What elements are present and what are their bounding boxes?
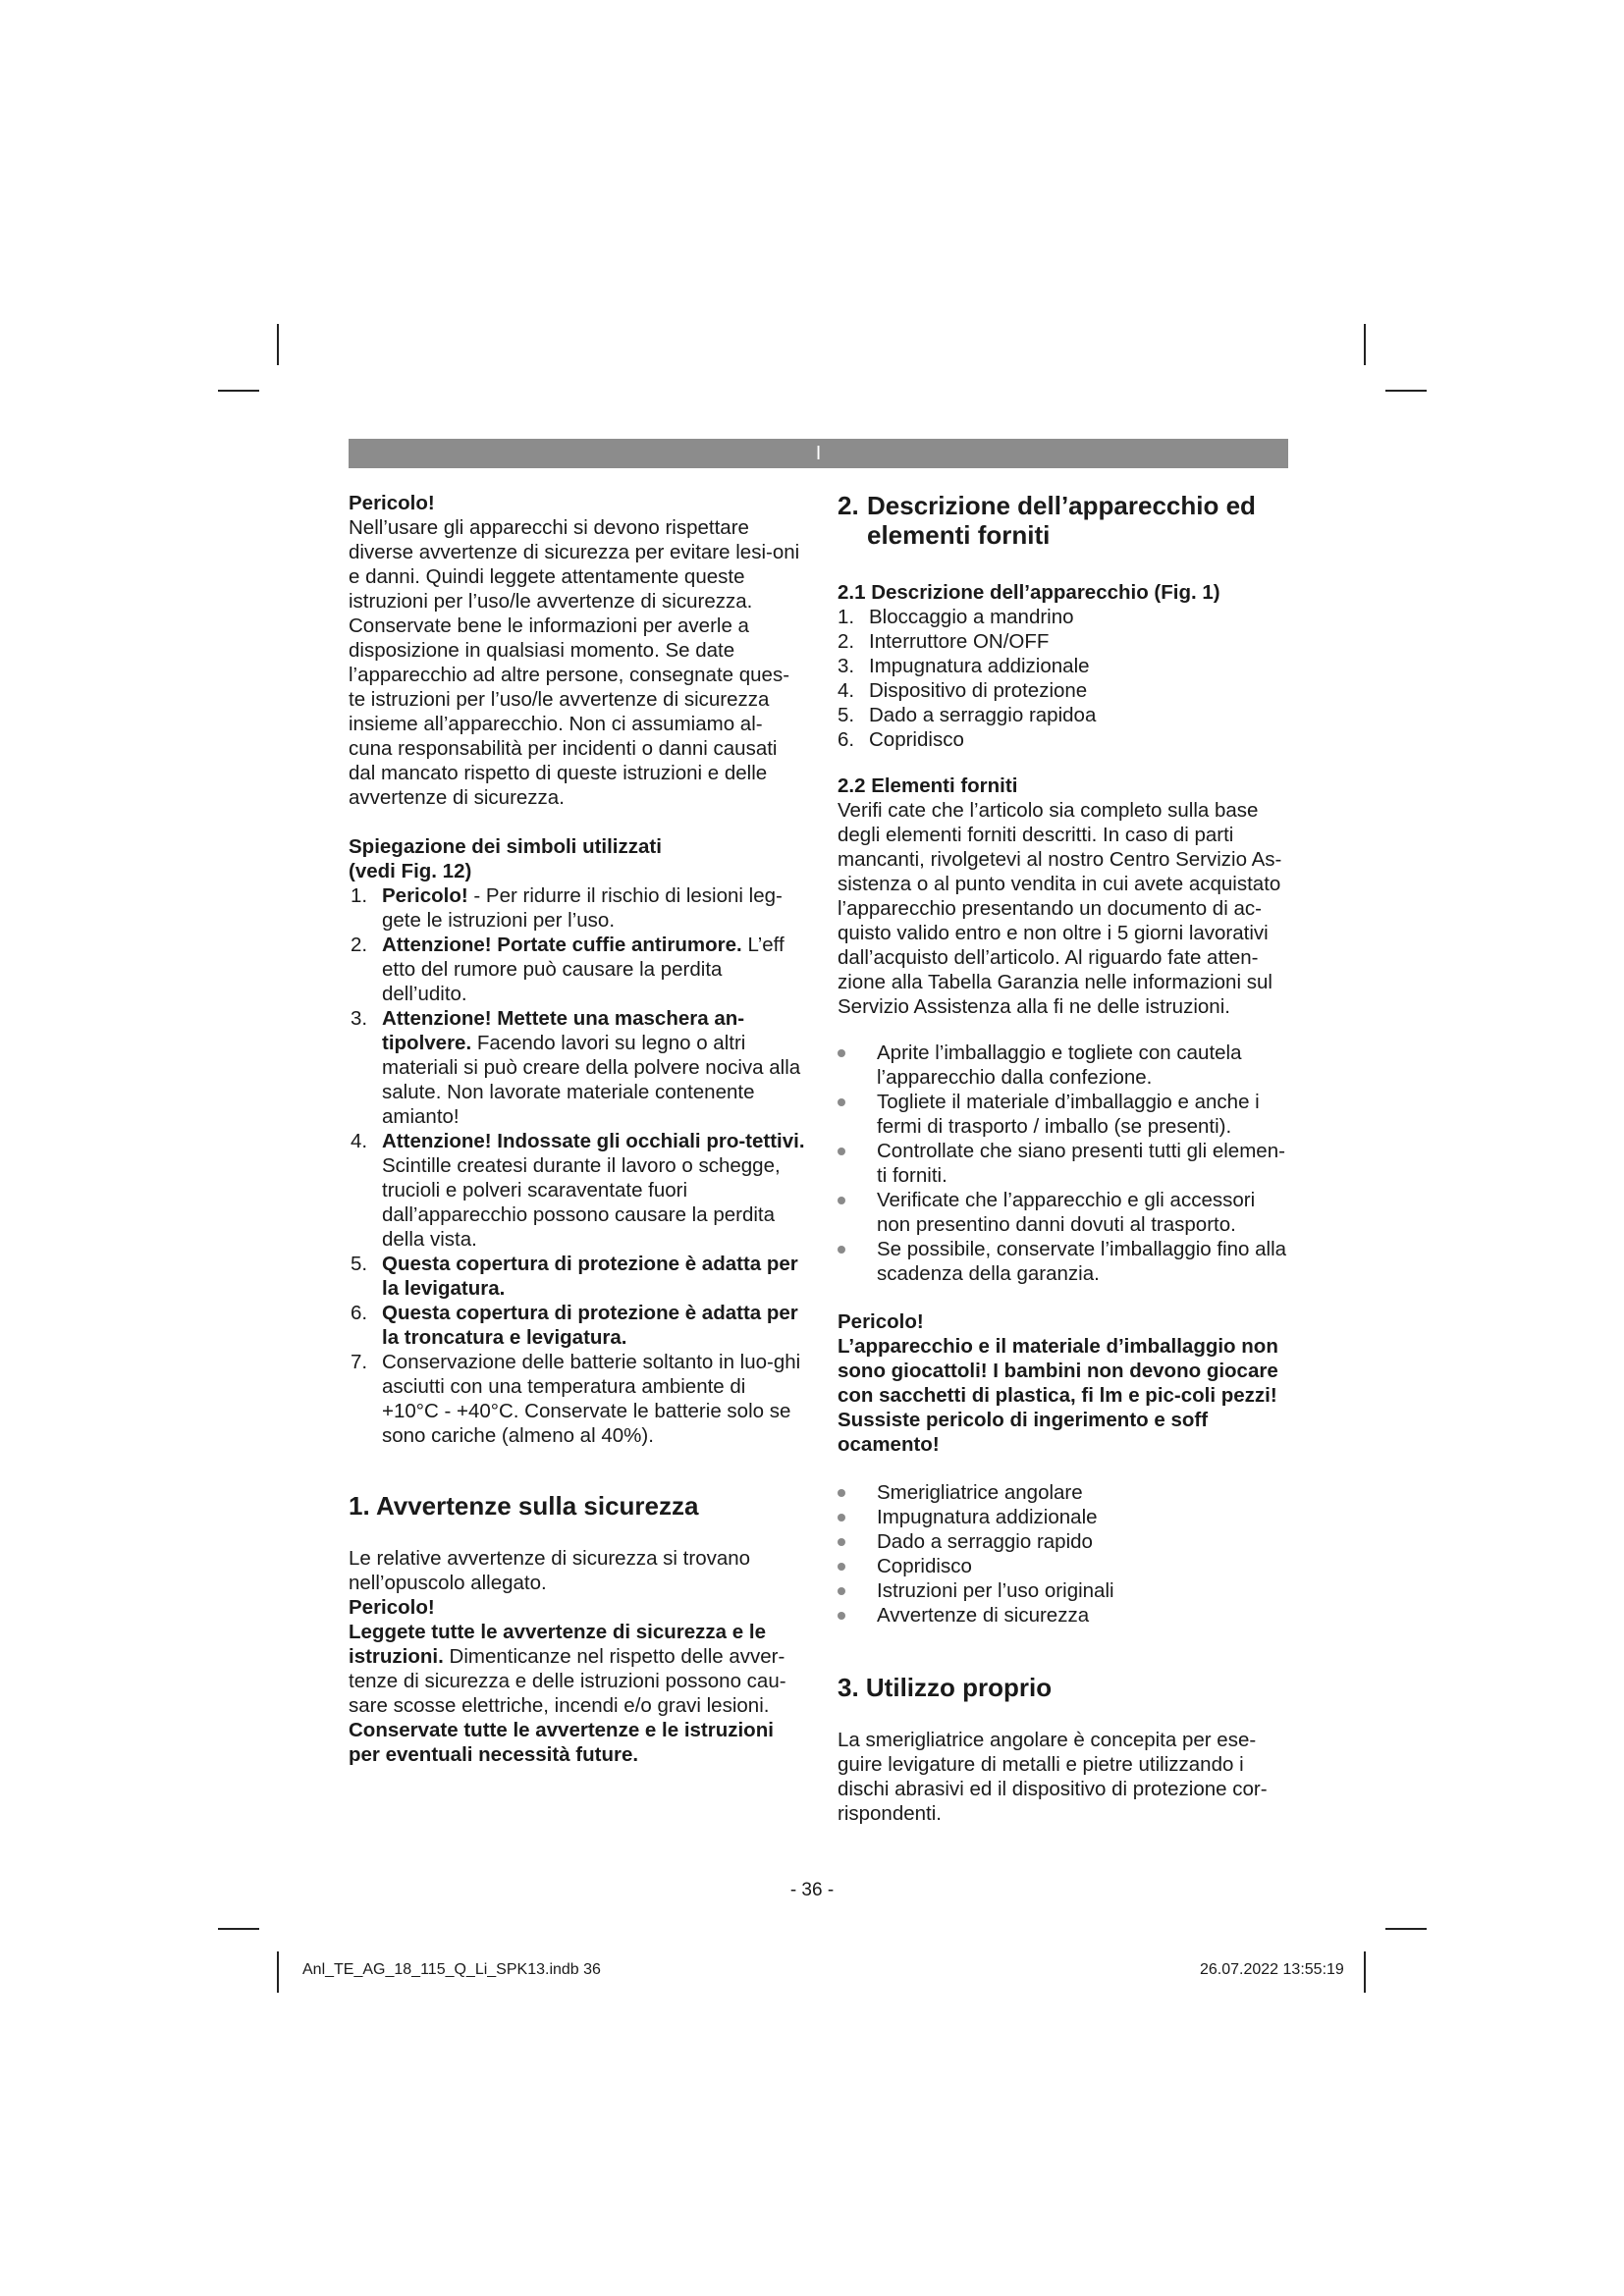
list-item: 3. Impugnatura addizionale [838, 655, 1090, 677]
crop-mark [218, 1928, 259, 1930]
list-item: Copridisco [838, 1554, 1289, 1578]
list-item: Aprite l’imballaggio e togliete con cautela l’apparecchio dalla confezione. [838, 1041, 1289, 1090]
list-item: Controllate che siano presenti tutti gli elemen-ti forniti. [838, 1139, 1289, 1188]
page-number: - 36 - [789, 1880, 835, 1900]
list-item: Smerigliatrice angolare [838, 1480, 1289, 1505]
list-item: Impugnatura addizionale [838, 1505, 1289, 1529]
danger-2-heading: Pericolo! [838, 1310, 924, 1333]
bullet-icon [838, 1612, 845, 1620]
crop-mark [1364, 1951, 1366, 1993]
subsection-2-1-title: 2.1 Descrizione dell’apparecchio (Fig. 1) [838, 581, 1220, 604]
bullet-icon [838, 1514, 845, 1522]
list-item: 1. Pericolo! - Per ridurre il rischio di lesioni leg-gete le istruzioni per l’uso. [351, 884, 783, 932]
list-item: 4. Attenzione! Indossate gli occhiali pro-tettivi. Scintille createsi durante il lavoro o schegge, trucioli e polveri scaraventate fuori dall’apparecchio possono causare la perdita della vista. [351, 1130, 805, 1251]
right-column [838, 491, 1289, 1826]
list-item: Togliete il materiale d’imballaggio e anche i fermi di trasporto / imballo (se presenti). [838, 1090, 1289, 1139]
danger-2-paragraph: L’apparecchio e il materiale d’imballaggio non sono giocattoli! I bambini non devono giocare con sacchetti di plastica, fi lm e pic-coli pezzi! Sussiste pericolo di ingerimento e soff ocamento! [838, 1335, 1278, 1456]
parts-list [838, 605, 1289, 752]
section-1-title: 1. Avvertenze sulla sicurezza [349, 1491, 699, 1521]
list-item: 1. Bloccaggio a mandrino [838, 606, 1074, 628]
section-1-keep-notice: Conservate tutte le avvertenze e le istruzioni per eventuali necessità future. [349, 1719, 774, 1766]
bullet-icon [838, 1049, 845, 1057]
list-item: 6. Questa copertura di protezione è adatta per la troncatura e levigatura. [351, 1302, 798, 1349]
list-item: 7. Conservazione delle batterie soltanto in luo-ghi asciutti con una temperatura ambiente di +10°C - +40°C. Conservate le batterie solo se sono cariche (almeno al 40%). [351, 1351, 801, 1447]
section-1-paragraph: Leggete tutte le avvertenze di sicurezza e le istruzioni. Dimenticanze nel rispetto delle avver-tenze di sicurezza e delle istruzioni possono cau-sare scosse elettriche, incendi e/o gravi lesioni. [349, 1621, 786, 1717]
crop-mark [1385, 390, 1427, 392]
crop-mark [1385, 1928, 1427, 1930]
list-item: Verificate che l’apparecchio e gli accessori non presentino danni dovuti al trasporto. [838, 1188, 1289, 1237]
crop-mark [277, 324, 279, 365]
bullet-icon [838, 1246, 845, 1254]
section-2-title: 2. Descrizione dell’apparecchio ed elementi forniti [838, 491, 1256, 550]
crop-mark [218, 390, 259, 392]
bullet-icon [838, 1148, 845, 1155]
bullet-icon [838, 1197, 845, 1204]
symbols-figure-ref: (vedi Fig. 12) [349, 860, 472, 882]
section-3-title: 3. Utilizzo proprio [838, 1673, 1053, 1702]
list-item: Dado a serraggio rapido [838, 1529, 1289, 1554]
section-1-danger-heading: Pericolo! [349, 1596, 435, 1619]
bullet-icon [838, 1538, 845, 1546]
language-mark: I [815, 443, 822, 464]
list-item: 2. Interruttore ON/OFF [838, 630, 1050, 653]
list-item: 5. Dado a serraggio rapidoa [838, 704, 1097, 726]
bullet-icon [838, 1489, 845, 1497]
footer-file-info: Anl_TE_AG_18_115_Q_Li_SPK13.indb 36 [302, 1961, 601, 1978]
list-item: 3. Attenzione! Mettete una maschera an-tipolvere. Facendo lavori su legno o altri materiali si può creare della polvere nociva alla salute. Non lavorate materiale contenente amianto! [351, 1007, 801, 1128]
section-3-paragraph: La smerigliatrice angolare è concepita per ese-guire levigature di metalli e pietre utilizzando i dischi abrasivi ed il dispositivo di protezione cor-rispondenti. [838, 1729, 1268, 1825]
list-item: Avvertenze di sicurezza [838, 1603, 1289, 1628]
list-item: 5. Questa copertura di protezione è adatta per la levigatura. [351, 1253, 798, 1300]
subsection-2-2-paragraph: Verifi cate che l’articolo sia completo sulla base degli elementi forniti descritti. In caso di parti mancanti, rivolgetevi al nostro Centro Servizio As-sistenza o al punto vendita in cui avete acquistato l’apparecchio presentando un documento di ac-quisto valido entro e non oltre i 5 giorni lavorativi dall’acquisto dell’articolo. Al riguardo fate atten-zione alla Tabella Garanzia nelle informazioni sul Servizio Assistenza alla fi ne delle istruzioni. [838, 799, 1282, 1018]
list-item: 6. Copridisco [838, 728, 964, 751]
danger-heading: Pericolo! [349, 492, 435, 514]
crop-mark [277, 1951, 279, 1993]
symbols-heading: Spiegazione dei simboli utilizzati [349, 835, 662, 858]
unpacking-steps-list [838, 1041, 1289, 1286]
bullet-icon [838, 1563, 845, 1571]
left-column [349, 491, 805, 1767]
bullet-icon [838, 1587, 845, 1595]
list-item: Istruzioni per l’uso originali [838, 1578, 1289, 1603]
language-header-bar [349, 439, 1288, 468]
symbols-list [349, 883, 805, 1448]
delivery-items-list [838, 1480, 1289, 1628]
list-item: Se possibile, conservate l’imballaggio fino alla scadenza della garanzia. [838, 1237, 1289, 1286]
crop-mark [1364, 324, 1366, 365]
danger-paragraph: Nell’usare gli apparecchi si devono rispettare diverse avvertenze di sicurezza per evitare lesi-oni e danni. Quindi leggete attentamente queste istruzioni per l’uso/le avvertenze di sicurezza. Conservate bene le informazioni per averle a disposizione in qualsiasi momento. Se date l’apparecchio ad altre persone, consegnate ques-te istruzioni per l’uso/le avvertenze di sicurezza insieme all’apparecchio. Non ci assumiamo al-cuna responsabilità per incidenti o danni causati dal mancato rispetto di queste istruzioni e delle avvertenze di sicurezza. [349, 516, 800, 809]
subsection-2-2-title: 2.2 Elementi forniti [838, 774, 1018, 797]
section-1-intro: Le relative avvertenze di sicurezza si trovano nell’opuscolo allegato. [349, 1547, 751, 1594]
list-item: 4. Dispositivo di protezione [838, 679, 1088, 702]
footer-timestamp: 26.07.2022 13:55:19 [1200, 1961, 1344, 1978]
bullet-icon [838, 1098, 845, 1106]
list-item: 2. Attenzione! Portate cuffie antirumore. L’eff etto del rumore può causare la perdita dell’udito. [351, 934, 785, 1005]
